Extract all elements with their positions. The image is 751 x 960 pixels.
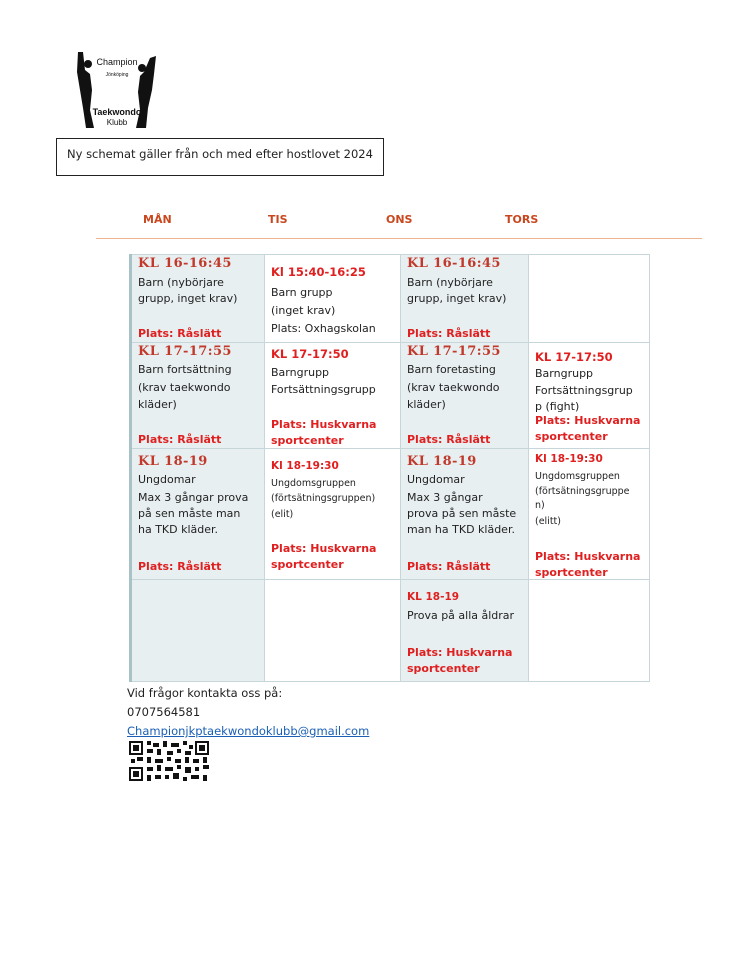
day-header-mon: MÅN (143, 213, 172, 226)
r1-wed-line2: grupp, inget krav) (407, 292, 507, 305)
r2-wed-line3: kläder) (407, 398, 446, 411)
r2-wed-time: KL 17-17:55 (407, 344, 501, 359)
r3-wed-plats: Plats: Råslätt (407, 560, 491, 573)
day-header-divider (96, 238, 702, 239)
r3-wed-line3: prova på sen måste (407, 507, 517, 520)
logo-line-klubb: Klubb (106, 118, 128, 127)
r3-tue-line2: (förtsätningsgruppen) (271, 493, 376, 504)
r1-wed-time: KL 16-16:45 (407, 256, 501, 271)
r3-tue-time: Kl 18-19:30 (271, 460, 339, 472)
table-top-border (129, 254, 650, 255)
r3-thu-plats-line1: Plats: Huskvarna (535, 550, 641, 563)
r3-thu-line3: n) (535, 500, 545, 511)
r3-mon-plats: Plats: Råslätt (138, 560, 222, 573)
r2-thu-time: KL 17-17:50 (535, 350, 613, 364)
day-header-thu: TORS (505, 213, 539, 226)
r3-mon-line1: Ungdomar (138, 473, 196, 486)
r3-mon-line3: på sen måste man (138, 507, 241, 520)
contact-intro: Vid frågor kontakta oss på: (127, 686, 283, 700)
r2-mon-line1: Barn fortsättning (138, 363, 232, 376)
r1-wed-plats: Plats: Råslätt (407, 327, 491, 340)
contact-email-link[interactable]: Championjkptaekwondoklubb@gmail.com (127, 724, 370, 738)
r1-mon-plats: Plats: Råslätt (138, 327, 222, 340)
logo-line-taekwondo: Taekwondo (92, 107, 142, 117)
r2-thu-line3: p (fight) (535, 400, 580, 413)
day-headers (0, 213, 751, 231)
r3-thu-line1: Ungdomsgruppen (535, 471, 620, 482)
day-header-wed: ONS (386, 213, 413, 226)
r2-mon-line2: (krav taekwondo (138, 381, 231, 394)
r1-tue-line2: (inget krav) (271, 304, 336, 317)
r3-tue-plats-line1: Plats: Huskvarna (271, 542, 377, 555)
r4-wed-line1: Prova på alla åldrar (407, 609, 515, 622)
cell-r4-tue (265, 580, 401, 682)
cell-r4-thu (529, 580, 650, 682)
r3-mon-time: KL 18-19 (138, 454, 208, 469)
r3-wed-line4: man ha TKD kläder. (407, 523, 515, 536)
r2-tue-plats-line1: Plats: Huskvarna (271, 418, 377, 431)
r2-thu-plats-line1: Plats: Huskvarna (535, 414, 641, 427)
r1-mon-time: KL 16-16:45 (138, 256, 232, 271)
r2-mon-time: KL 17-17:55 (138, 344, 232, 359)
r3-thu-time: Kl 18-19:30 (535, 453, 603, 465)
schedule-notice-text: Ny schemat gäller från och med efter hostlovet 2024 (67, 147, 373, 161)
r2-tue-plats-line2: sportcenter (271, 434, 344, 447)
schedule-notice-box (56, 138, 384, 176)
table-left-border (129, 254, 132, 682)
r3-wed-line1: Ungdomar (407, 473, 465, 486)
r2-tue-line1: Barngrupp (271, 366, 330, 379)
logo-line-champion: Champion (96, 57, 138, 67)
r1-wed-line1: Barn (nybörjare (407, 276, 493, 289)
r3-thu-line2: (förtsätningsgruppe (535, 486, 630, 497)
r2-thu-line1: Barngrupp (535, 367, 594, 380)
qr-code-icon (129, 741, 209, 781)
r1-tue-line3: Plats: Oxhagskolan (271, 322, 376, 335)
r2-wed-plats: Plats: Råslätt (407, 433, 491, 446)
r3-tue-line1: Ungdomsgruppen (271, 478, 356, 489)
r3-mon-line4: ha TKD kläder. (138, 523, 219, 536)
r2-tue-line2: Fortsättningsgrupp (271, 383, 376, 396)
r1-mon-line1: Barn (nybörjare (138, 276, 224, 289)
r2-wed-line2: (krav taekwondo (407, 381, 500, 394)
r3-tue-line3: (elit) (271, 509, 294, 520)
r2-thu-plats-line2: sportcenter (535, 430, 608, 443)
r3-tue-plats-line2: sportcenter (271, 558, 344, 571)
r1-tue-line1: Barn grupp (271, 286, 333, 299)
cell-r1-thu (529, 254, 650, 343)
r2-thu-line2: Fortsättningsgrup (535, 384, 633, 397)
r3-thu-line4: (elitt) (535, 516, 561, 527)
club-logo (74, 50, 160, 130)
r3-thu-plats-line2: sportcenter (535, 566, 608, 579)
contact-phone: 0707564581 (127, 705, 201, 719)
r3-wed-time: KL 18-19 (407, 454, 477, 469)
r3-wed-line2: Max 3 gångar (407, 491, 483, 504)
r3-mon-line2: Max 3 gångar prova (138, 491, 249, 504)
cell-r4-mon (129, 580, 265, 682)
r4-wed-plats-line2: sportcenter (407, 662, 480, 675)
logo-line-city: Jönköping (105, 72, 129, 78)
r2-wed-line1: Barn foretasting (407, 363, 496, 376)
r2-mon-line3: kläder) (138, 398, 177, 411)
r2-tue-time: KL 17-17:50 (271, 347, 349, 361)
r4-wed-time: KL 18-19 (407, 591, 460, 603)
r2-mon-plats: Plats: Råslätt (138, 433, 222, 446)
r4-wed-plats-line1: Plats: Huskvarna (407, 646, 513, 659)
day-header-tue: TIS (268, 213, 288, 226)
r1-mon-line2: grupp, inget krav) (138, 292, 238, 305)
r1-tue-time: Kl 15:40-16:25 (271, 265, 366, 279)
